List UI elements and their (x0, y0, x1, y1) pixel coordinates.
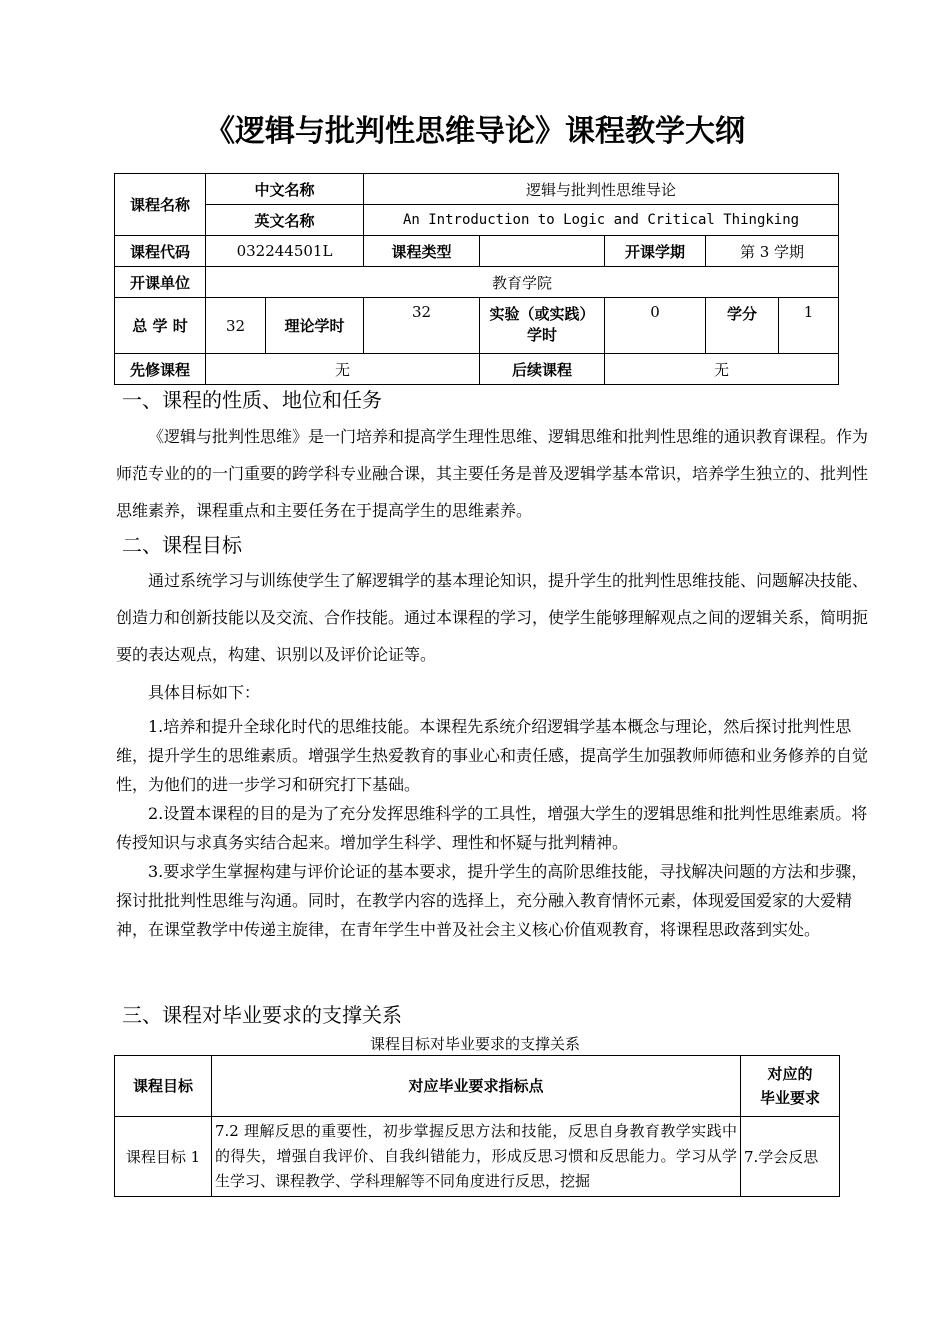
section1-paragraph: 《逻辑与批判性思维》是一门培养和提高学生理性思维、逻辑思维和批判性思维的通识教育课程。作为师范专业的的一门重要的跨学科专业融合课，其主要任务是普及逻辑学基本常识，培养学生独立的、批判性思维素养，课程重点和主要任务在于提高学生的思维素养。 (116, 427, 869, 520)
section3-heading: 三、课程对毕业要求的支撑关系 (122, 1003, 402, 1027)
course-type-value (480, 236, 605, 267)
table-row (115, 1117, 840, 1197)
course-info-table (114, 173, 839, 385)
theory-hours-value: 32 (364, 298, 480, 354)
goal-2-text: 2.设置本课程的目的是为了充分发挥思维科学的工具性，增强大学生的逻辑思维和批判性思维素质。将传授知识与求真务实结合起来。增加学生科学、理性和怀疑与批判精神。 (116, 804, 868, 852)
row-goal: 课程目标 1 (115, 1117, 212, 1197)
course-name-label: 课程名称 (115, 174, 206, 236)
lab-hours-label (480, 298, 605, 354)
header-requirement-line2: 毕业要求 (759, 1089, 820, 1107)
en-name-value: An Introduction to Logic and Critical Thingking (364, 205, 839, 236)
en-name-label: 英文名称 (206, 205, 364, 236)
document-title: 《逻辑与批判性思维导论》课程教学大纲 (205, 114, 745, 149)
credits-value: 1 (779, 298, 839, 354)
course-code-value: 032244501L (206, 236, 364, 267)
table-caption: 课程目标对毕业要求的支撑关系 (369, 1035, 580, 1053)
section1-heading: 一、课程的性质、地位和任务 (122, 388, 382, 412)
row-requirement: 7.学会反思 (741, 1117, 840, 1197)
lab-hours-label-line1: 实验（或实践） (489, 305, 595, 323)
header-requirement-line1: 对应的 (767, 1065, 813, 1083)
section2-paragraph: 通过系统学习与训练使学生了解逻辑学的基本理论知识，提升学生的批判性思维技能、问题解决技能、创造力和创新技能以及交流、合作技能。通过本课程的学习，使学生能够理解观点之间的逻辑关系，简明扼要的表达观点，构建、识别以及评价论证等。 (116, 571, 869, 664)
theory-hours-label: 理论学时 (266, 298, 364, 354)
prereq-label: 先修课程 (115, 354, 206, 385)
total-hours-value: 32 (206, 298, 266, 354)
prereq-value: 无 (206, 354, 480, 385)
goal-3-text: 3.要求学生掌握构建与评价论证的基本要求，提升学生的高阶思维技能，寻找解决问题的方法和步骤，探讨批批判性思维与沟通。同时，在教学内容的选择上，充分融入教育情怀元素，体现爱国爱家的大爱精神，在课堂教学中传递主旋律，在青年学生中普及社会主义核心价值观教育，将课程思政落到实处。 (116, 862, 868, 939)
requirement-support-table (114, 1055, 840, 1197)
semester-value: 第 3 学期 (706, 236, 839, 267)
followup-label: 后续课程 (480, 354, 605, 385)
followup-value: 无 (605, 354, 839, 385)
cn-name-value: 逻辑与批判性思维导论 (364, 174, 839, 205)
cn-name-label: 中文名称 (206, 174, 364, 205)
course-code-label: 课程代码 (115, 236, 206, 267)
course-type-label: 课程类型 (364, 236, 480, 267)
row-indicator: 7.2 理解反思的重要性，初步掌握反思方法和技能，反思自身教育教学实践中的得失，增强自我评价、自我纠错能力，形成反思习惯和反思能力。学习从学生学习、课程教学、学科理解等不同角度进行反思，挖掘 (212, 1117, 741, 1197)
header-requirement (741, 1056, 840, 1117)
header-goal: 课程目标 (115, 1056, 212, 1117)
header-indicator: 对应毕业要求指标点 (212, 1056, 741, 1117)
section2-heading: 二、课程目标 (122, 533, 242, 557)
lab-hours-value: 0 (605, 298, 706, 354)
credits-label: 学分 (706, 298, 779, 354)
total-hours-label: 总 学 时 (115, 298, 206, 354)
section2-goals-intro: 具体目标如下： (148, 683, 261, 702)
unit-label: 开课单位 (115, 267, 206, 298)
unit-value: 教育学院 (206, 267, 839, 298)
lab-hours-label-line2: 学时 (527, 326, 558, 344)
goal-1-text: 1.培养和提升全球化时代的思维技能。本课程先系统介绍逻辑学基本概念与理论，然后探讨批判性思维，提升学生的思维素质。增强学生热爱教育的事业心和责任感，提高学生加强教师师德和业务修养的自觉性，为他们的进一步学习和研究打下基础。 (116, 717, 869, 794)
semester-label: 开课学期 (605, 236, 706, 267)
